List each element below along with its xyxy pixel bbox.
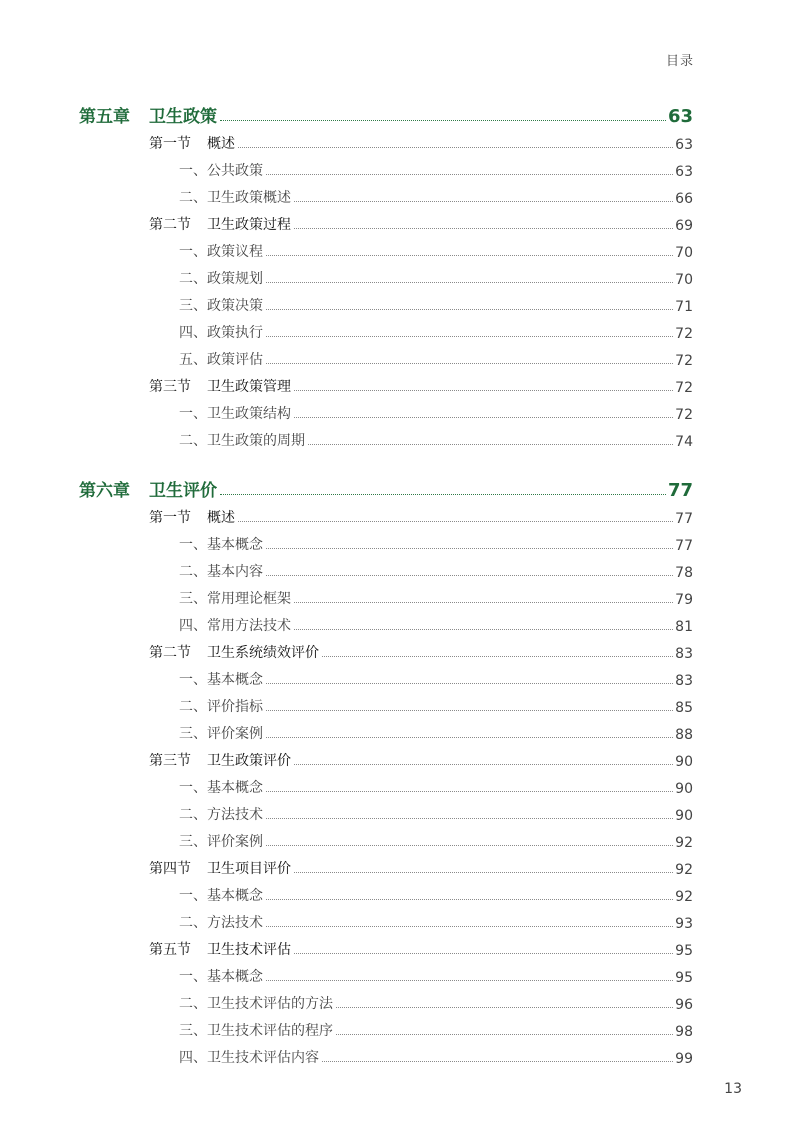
toc-entry-number: 第六章	[79, 481, 130, 501]
toc-entry-label	[179, 723, 263, 743]
toc-entry-page: 63	[675, 164, 693, 180]
dot-leader	[266, 255, 673, 256]
toc-entry-title: 卫生技术评估	[207, 942, 291, 958]
toc-entry-page: 72	[675, 326, 693, 342]
toc-entry-title: 一、公共政策	[179, 163, 263, 179]
dot-leader	[266, 737, 673, 738]
toc-item-row[interactable]	[179, 588, 693, 608]
toc-entry-title: 二、方法技术	[179, 915, 263, 931]
toc-entry-title: 五、政策评估	[179, 352, 263, 368]
toc-entry-title: 一、基本概念	[179, 537, 263, 553]
dot-leader	[266, 791, 673, 792]
toc-entry-title: 二、卫生技术评估的方法	[179, 996, 333, 1012]
dot-leader	[294, 201, 673, 202]
dot-leader	[266, 336, 673, 337]
toc-entry-title: 四、常用方法技术	[179, 618, 291, 634]
dot-leader	[294, 417, 673, 418]
dot-leader	[266, 363, 673, 364]
toc-entry-title: 一、卫生政策结构	[179, 406, 291, 422]
toc-entry-title: 卫生政策评价	[207, 753, 291, 769]
toc-entry-label	[149, 939, 291, 959]
toc-section-row[interactable]	[149, 507, 693, 527]
toc-entry-title: 二、基本内容	[179, 564, 263, 580]
dot-leader	[266, 710, 673, 711]
toc-entry-number: 第五章	[79, 107, 130, 127]
toc-entry-page: 88	[675, 727, 693, 743]
toc-section-row[interactable]	[149, 133, 693, 153]
toc-entry-label	[149, 642, 319, 662]
dot-leader	[266, 980, 673, 981]
toc-entry-title: 三、评价案例	[179, 726, 263, 742]
dot-leader	[294, 228, 673, 229]
toc-item-row[interactable]	[179, 912, 693, 932]
dot-leader	[294, 872, 673, 873]
dot-leader	[220, 120, 666, 121]
toc-entry-number: 第一节	[149, 136, 191, 152]
toc-entry-page: 90	[675, 781, 693, 797]
toc-entry-label	[179, 1020, 333, 1040]
toc-item-row[interactable]	[179, 804, 693, 824]
toc-entry-label	[149, 376, 291, 396]
toc-entry-title: 卫生政策过程	[207, 217, 291, 233]
toc-item-row[interactable]	[179, 615, 693, 635]
dot-leader	[266, 282, 673, 283]
toc-entry-number: 第二节	[149, 217, 191, 233]
toc-entry-page: 72	[675, 380, 693, 396]
dot-leader	[322, 656, 673, 657]
toc-entry-title: 一、基本概念	[179, 888, 263, 904]
dot-leader	[266, 309, 673, 310]
toc-item-row[interactable]	[179, 268, 693, 288]
toc-entry-page: 92	[675, 835, 693, 851]
dot-leader	[294, 764, 673, 765]
toc-entry-number: 第二节	[149, 645, 191, 661]
toc-chapter-row[interactable]	[79, 103, 693, 127]
toc-entry-label	[179, 912, 263, 932]
page-number: 13	[724, 1081, 742, 1097]
dot-leader	[238, 521, 673, 522]
toc-entry-page: 95	[675, 970, 693, 986]
toc-entry-number: 第五节	[149, 942, 191, 958]
toc-entry-page: 90	[675, 808, 693, 824]
toc-entry-label	[149, 750, 291, 770]
toc-item-row[interactable]	[179, 777, 693, 797]
dot-leader	[266, 926, 673, 927]
toc-entry-page: 70	[675, 272, 693, 288]
toc-item-row[interactable]	[179, 561, 693, 581]
toc-entry-page: 72	[675, 353, 693, 369]
toc-entry-title: 卫生系统绩效评价	[207, 645, 319, 661]
toc-entry-page: 90	[675, 754, 693, 770]
dot-leader	[266, 683, 673, 684]
toc-entry-title: 一、基本概念	[179, 672, 263, 688]
toc-entry-label	[179, 669, 263, 689]
toc-entry-title: 二、卫生政策的周期	[179, 433, 305, 449]
dot-leader	[266, 174, 673, 175]
dot-leader	[294, 629, 673, 630]
toc-chapter-row[interactable]	[79, 477, 693, 501]
toc-entry-page: 83	[675, 673, 693, 689]
toc-entry-title: 二、卫生政策概述	[179, 190, 291, 206]
toc-entry-page: 74	[675, 434, 693, 450]
toc-entry-page: 93	[675, 916, 693, 932]
toc-item-row[interactable]	[179, 160, 693, 180]
dot-leader	[336, 1007, 673, 1008]
toc-item-row[interactable]	[179, 993, 693, 1013]
toc-entry-title: 二、政策规划	[179, 271, 263, 287]
dot-leader	[266, 845, 673, 846]
toc-entry-label	[179, 561, 263, 581]
toc-entry-title: 三、评价案例	[179, 834, 263, 850]
dot-leader	[266, 818, 673, 819]
toc-item-row[interactable]	[179, 1047, 693, 1067]
toc-entry-label	[179, 403, 291, 423]
toc-entry-title: 三、卫生技术评估的程序	[179, 1023, 333, 1039]
toc-entry-title: 概述	[207, 510, 235, 526]
toc-entry-label	[149, 858, 291, 878]
toc-entry-page: 99	[675, 1051, 693, 1067]
toc-entry-label	[179, 1047, 319, 1067]
toc-entry-title: 三、常用理论框架	[179, 591, 291, 607]
toc-item-row[interactable]	[179, 696, 693, 716]
dot-leader	[294, 953, 673, 954]
dot-leader	[266, 548, 673, 549]
toc-entry-label	[179, 696, 263, 716]
dot-leader	[220, 494, 666, 495]
dot-leader	[308, 444, 673, 445]
toc-section-row[interactable]	[149, 376, 693, 396]
toc-entry-label	[179, 187, 291, 207]
toc-entry-page: 81	[675, 619, 693, 635]
toc-entry-title: 一、基本概念	[179, 969, 263, 985]
dot-leader	[266, 899, 673, 900]
toc-entry-page: 83	[675, 646, 693, 662]
toc-entry-label	[149, 133, 235, 153]
dot-leader	[266, 575, 673, 576]
toc-entry-label	[149, 214, 291, 234]
toc-entry-page: 77	[675, 538, 693, 554]
toc-entry-page: 98	[675, 1024, 693, 1040]
toc-section-row[interactable]	[149, 939, 693, 959]
toc-entry-label	[179, 160, 263, 180]
toc-entry-page: 95	[675, 943, 693, 959]
toc-entry-number: 第三节	[149, 753, 191, 769]
toc-entry-title: 四、卫生技术评估内容	[179, 1050, 319, 1066]
toc-entry-page: 77	[675, 511, 693, 527]
dot-leader	[294, 390, 673, 391]
toc-entry-page: 71	[675, 299, 693, 315]
toc-entry-title: 卫生政策管理	[207, 379, 291, 395]
toc-section-row[interactable]	[149, 642, 693, 662]
toc-entry-page: 63	[675, 137, 693, 153]
toc-entry-label	[179, 777, 263, 797]
toc-entry-title: 卫生评价	[149, 481, 217, 501]
toc-entry-number: 第四节	[149, 861, 191, 877]
toc-item-row[interactable]	[179, 241, 693, 261]
toc-item-row[interactable]	[179, 403, 693, 423]
toc-entry-title: 二、评价指标	[179, 699, 263, 715]
toc-section-row[interactable]	[149, 858, 693, 878]
toc-section-row[interactable]	[149, 750, 693, 770]
toc-entry-title: 三、政策决策	[179, 298, 263, 314]
toc-entry-page: 72	[675, 407, 693, 423]
toc-item-row[interactable]	[179, 534, 693, 554]
dot-leader	[336, 1034, 673, 1035]
toc-entry-title: 卫生政策	[149, 107, 217, 127]
toc-entry-label	[179, 241, 263, 261]
toc-entry-page: 69	[675, 218, 693, 234]
toc-entry-label	[179, 885, 263, 905]
toc-item-row[interactable]	[179, 1020, 693, 1040]
toc-item-row[interactable]	[179, 669, 693, 689]
toc-entry-title: 概述	[207, 136, 235, 152]
dot-leader	[294, 602, 673, 603]
dot-leader	[238, 147, 673, 148]
toc-item-row[interactable]	[179, 831, 693, 851]
toc-entry-page: 66	[675, 191, 693, 207]
toc-entry-title: 一、政策议程	[179, 244, 263, 260]
toc-entry-label	[79, 102, 217, 127]
toc-entry-page: 70	[675, 245, 693, 261]
toc-section-row[interactable]	[149, 214, 693, 234]
toc-entry-title: 二、方法技术	[179, 807, 263, 823]
toc-item-row[interactable]	[179, 723, 693, 743]
toc-entry-label	[179, 534, 263, 554]
toc-entry-page: 77	[667, 480, 693, 501]
toc-item-row[interactable]	[179, 322, 693, 342]
toc-entry-label	[179, 993, 333, 1013]
toc-entry-label	[179, 615, 291, 635]
dot-leader	[322, 1061, 673, 1062]
toc-entry-page: 63	[667, 106, 693, 127]
toc-entry-label	[179, 966, 263, 986]
toc-entry-label	[179, 322, 263, 342]
toc-entry-title: 卫生项目评价	[207, 861, 291, 877]
toc-entry-page: 78	[675, 565, 693, 581]
toc-item-row[interactable]	[179, 885, 693, 905]
toc-entry-label	[179, 349, 263, 369]
toc-entry-label	[179, 804, 263, 824]
toc-entry-page: 92	[675, 862, 693, 878]
toc-item-row[interactable]	[179, 187, 693, 207]
toc-entry-title: 四、政策执行	[179, 325, 263, 341]
toc-entry-page: 85	[675, 700, 693, 716]
toc-entry-title: 一、基本概念	[179, 780, 263, 796]
toc-entry-label	[179, 268, 263, 288]
toc-entry-page: 92	[675, 889, 693, 905]
toc-entry-number: 第三节	[149, 379, 191, 395]
toc-entry-label	[179, 295, 263, 315]
toc-entry-page: 96	[675, 997, 693, 1013]
toc-entry-label	[79, 476, 217, 501]
toc-item-row[interactable]	[179, 295, 693, 315]
running-header: 目录	[665, 54, 694, 69]
toc-entry-number: 第一节	[149, 510, 191, 526]
toc-item-row[interactable]	[179, 349, 693, 369]
toc-entry-label	[149, 507, 235, 527]
toc-entry-label	[179, 588, 291, 608]
toc-entry-label	[179, 831, 263, 851]
toc-item-row[interactable]	[179, 430, 693, 450]
toc-item-row[interactable]	[179, 966, 693, 986]
toc-entry-page: 79	[675, 592, 693, 608]
toc-entry-label	[179, 430, 305, 450]
